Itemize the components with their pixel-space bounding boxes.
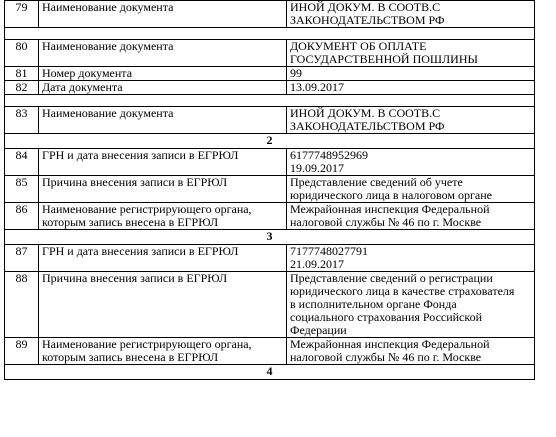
field-label-line: которым запись внесена в ЕГРЮЛ xyxy=(42,350,219,364)
field-label-line: Причина внесения записи в ЕГРЮЛ xyxy=(42,271,228,285)
field-value-line: 6177748952969 xyxy=(290,148,368,162)
field-value-line: налоговой службы № 46 по г. Москве xyxy=(290,215,482,229)
field-value-line: ДОКУМЕНТ ОБ ОПЛАТЕ xyxy=(290,39,427,53)
field-label-cell xyxy=(39,107,287,134)
row-number: 80 xyxy=(5,40,39,67)
field-value-line: Межрайонная инспекция Федеральной xyxy=(290,202,490,216)
table-row xyxy=(5,245,535,272)
field-label-cell xyxy=(39,81,287,95)
field-value-line: налоговой службы № 46 по г. Москве xyxy=(290,350,482,364)
section-header-row xyxy=(5,230,535,245)
table-row xyxy=(5,81,535,95)
row-number: 85 xyxy=(5,176,39,203)
table-row xyxy=(5,176,535,203)
field-label-cell xyxy=(39,272,287,338)
field-value-line: юридического лица в качестве страхователя xyxy=(290,284,515,298)
field-value-cell xyxy=(287,107,535,134)
field-label-line: Наименование документа xyxy=(42,0,174,14)
field-label-line: Наименование документа xyxy=(42,39,174,53)
field-value-line: Представление сведений об учете xyxy=(290,175,463,189)
row-number: 88 xyxy=(5,272,39,338)
field-label-line: Причина внесения записи в ЕГРЮЛ xyxy=(42,175,228,189)
row-number: 84 xyxy=(5,149,39,176)
table-row xyxy=(5,272,535,338)
field-label-cell xyxy=(39,1,287,28)
separator-row xyxy=(5,95,535,107)
field-value-line: в исполнительном органе Фонда xyxy=(290,297,457,311)
field-value-cell xyxy=(287,176,535,203)
egrul-table-body xyxy=(5,1,535,380)
field-value-line: ИНОЙ ДОКУМ. В СООТВ.С xyxy=(290,106,441,120)
field-value-line: 21.09.2017 xyxy=(290,257,344,271)
table-row xyxy=(5,107,535,134)
field-value-line: 99 xyxy=(290,66,302,80)
section-number: 4 xyxy=(5,365,535,380)
field-value-cell xyxy=(287,81,535,95)
field-value-line: ЗАКОНОДАТЕЛЬСТВОМ РФ xyxy=(290,13,445,27)
row-number: 79 xyxy=(5,1,39,28)
field-value-cell xyxy=(287,1,535,28)
field-value-line: ГОСУДАРСТВЕННОЙ ПОШЛИНЫ xyxy=(290,52,478,66)
table-row xyxy=(5,203,535,230)
field-value-cell xyxy=(287,67,535,81)
field-value-line: ИНОЙ ДОКУМ. В СООТВ.С xyxy=(290,0,441,14)
field-label-cell xyxy=(39,149,287,176)
table-row xyxy=(5,149,535,176)
field-value-line: Федерации xyxy=(290,323,347,337)
field-value-cell xyxy=(287,149,535,176)
field-value-line: 13.09.2017 xyxy=(290,80,344,94)
field-label-line: ГРН и дата внесения записи в ЕГРЮЛ xyxy=(42,148,239,162)
field-label-cell xyxy=(39,67,287,81)
section-header-row xyxy=(5,134,535,149)
field-label-line: Номер документа xyxy=(42,66,133,80)
field-label-line: Наименование регистрирующего органа, xyxy=(42,202,252,216)
separator-row xyxy=(5,28,535,40)
field-label-cell xyxy=(39,245,287,272)
field-label-cell xyxy=(39,338,287,365)
field-value-cell xyxy=(287,40,535,67)
field-value-line: 7177748027791 xyxy=(290,244,368,258)
section-header-row xyxy=(5,365,535,380)
table-row xyxy=(5,1,535,28)
table-row xyxy=(5,67,535,81)
row-number: 87 xyxy=(5,245,39,272)
row-number: 89 xyxy=(5,338,39,365)
row-number: 86 xyxy=(5,203,39,230)
field-value-line: Межрайонная инспекция Федеральной xyxy=(290,337,490,351)
field-label-line: Наименование регистрирующего органа, xyxy=(42,337,252,351)
row-number: 83 xyxy=(5,107,39,134)
field-value-line: юридического лица в налоговом органе xyxy=(290,188,492,202)
field-value-line: Представление сведений о регистрации xyxy=(290,271,493,285)
row-number: 82 xyxy=(5,81,39,95)
field-value-line: 19.09.2017 xyxy=(290,161,344,175)
table-row xyxy=(5,338,535,365)
field-label-line: которым запись внесена в ЕГРЮЛ xyxy=(42,215,219,229)
field-value-cell xyxy=(287,203,535,230)
field-label-cell xyxy=(39,203,287,230)
field-value-line: социального страхования Российской xyxy=(290,310,483,324)
field-label-line: ГРН и дата внесения записи в ЕГРЮЛ xyxy=(42,244,239,258)
table-row xyxy=(5,40,535,67)
field-label-cell xyxy=(39,40,287,67)
section-number: 3 xyxy=(5,230,535,245)
field-label-cell xyxy=(39,176,287,203)
row-number: 81 xyxy=(5,67,39,81)
field-label-line: Дата документа xyxy=(42,80,123,94)
separator-cell xyxy=(5,28,535,40)
section-number: 2 xyxy=(5,134,535,149)
field-label-line: Наименование документа xyxy=(42,106,174,120)
egrul-table xyxy=(4,0,535,380)
field-value-cell xyxy=(287,245,535,272)
field-value-cell xyxy=(287,272,535,338)
field-value-cell xyxy=(287,338,535,365)
field-value-line: ЗАКОНОДАТЕЛЬСТВОМ РФ xyxy=(290,119,445,133)
separator-cell xyxy=(5,95,535,107)
